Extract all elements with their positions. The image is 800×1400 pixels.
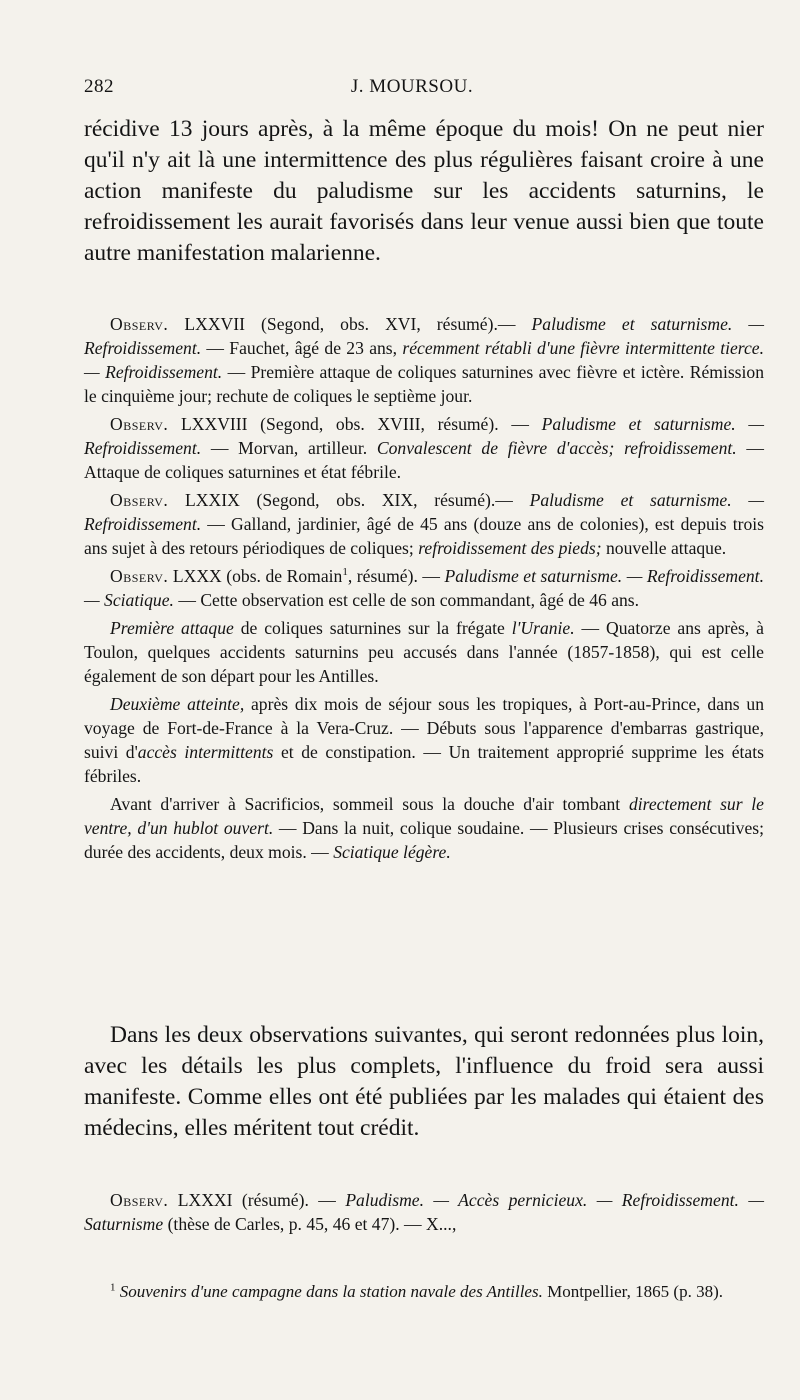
obs-text: de coliques saturnines sur la frégate (233, 618, 512, 638)
middle-text: Dans les deux observations suivantes, qui seront redonnées plus loin, avec les détails les plus complets, l'influence du froid sera aussi manifeste. Comme elles ont été publiées par les malades qui étaient des médecins, elles méritent tout crédit. (84, 1022, 764, 1141)
observation-80-p4 (84, 792, 764, 864)
obs-title: Paludisme et saturnisme. — Refroidissement. (84, 414, 764, 458)
observation-80-p3 (84, 692, 764, 788)
observation-79 (84, 488, 764, 560)
obs-italic: l'Uranie. (511, 618, 575, 638)
obs-text: — Attaque de coliques saturnines et état fébrile. (84, 438, 765, 482)
intro-text: récidive 13 jours après, à la même époque du mois! On ne peut nier qu'il n'y ait là une intermittence des plus régulières faisant croire à une action manifeste du paludisme sur les accidents saturnins, le refroidissement les aurait favorisés dans leur venue aussi bien que toute autre manifestation malarienne. (84, 116, 764, 266)
intro-paragraph (84, 114, 764, 269)
obs-italic: Deuxième atteinte, (110, 694, 245, 714)
obs-text: après dix mois de séjour sous les tropiques, à Port-au-Prince, dans un voyage de Fort-de-France à la Vera-Cruz. — Débuts sous l'apparence d'embarras gastrique, suivi d' (84, 694, 764, 762)
page-header (84, 76, 740, 104)
observation-80 (84, 564, 764, 612)
obs-label: Observ. (110, 566, 169, 586)
middle-paragraph (84, 1020, 764, 1144)
obs-text: LXXVII (Segond, obs. XVI, résumé).— (168, 314, 532, 334)
observation-78 (84, 412, 764, 484)
obs-text: LXXXI (résumé). — (168, 1190, 346, 1210)
footnote (84, 1280, 764, 1304)
obs-text: — Fauchet, âgé de 23 ans, (201, 338, 403, 358)
obs-text: , résumé). — (347, 566, 445, 586)
obs-text: — Première attaque de coliques saturnines avec fièvre et ictère. Rémission le cinquième jour; rechute de coliques le septième jour. (84, 362, 765, 406)
obs-text: nouvelle attaque. (601, 538, 727, 558)
obs-text: Avant d'arriver à Sacrificios, sommeil sous la douche d'air tombant (110, 794, 629, 814)
footnote-mark: 1 (110, 1281, 116, 1294)
obs-italic: accès intermittents (137, 742, 274, 762)
running-title: J. MOURSOU. (350, 76, 474, 97)
obs-text: — Galland, jardinier, âgé de 45 ans (douze ans de colonies), est depuis trois ans sujet à des retours périodiques de coliques; (84, 514, 764, 558)
obs-title: Paludisme. — Accès pernicieux. — Refroidissement. — Saturnisme (84, 1190, 764, 1234)
obs-label: Observ. (110, 1190, 169, 1210)
obs-italic: récemment rétabli d'une fièvre intermittente tierce.— Refroidissement. (84, 338, 764, 382)
observation-80-p2 (84, 616, 764, 688)
obs-italic: directement sur le ventre, d'un hublot ouvert. (84, 794, 764, 838)
obs-text: — Quatorze ans après, à Toulon, quelques accidents saturnins peu accusés dans l'année (1857-1858), qui est celle également de son départ pour les Antilles. (84, 618, 764, 686)
obs-title: Paludisme et saturnisme. — Refroidissement. — Sciatique. (84, 566, 764, 610)
observation-77 (84, 312, 764, 408)
obs-italic: refroidissement des pieds; (418, 538, 602, 558)
obs-text: (thèse de Carles, p. 45, 46 et 47). — X..., (163, 1214, 457, 1234)
footnote-ref: 1 (342, 566, 348, 579)
obs-italic: Convalescent de fièvre d'accès; refroidissement. (376, 438, 737, 458)
obs-text: — Morvan, artilleur. (201, 438, 377, 458)
observation-81 (84, 1188, 764, 1236)
observations-block-1 (84, 312, 764, 864)
obs-italic: Sciatique légère. (333, 842, 451, 862)
footnote-text: Montpellier, 1865 (p. 38). (542, 1282, 723, 1301)
obs-italic: Première attaque (110, 618, 234, 638)
obs-label: Observ. (110, 414, 169, 434)
obs-title: Paludisme et saturnisme. — Refroidissement. (84, 490, 764, 534)
obs-text: LXXIX (Segond, obs. XIX, résumé).— (168, 490, 530, 510)
obs-title: Paludisme et saturnisme. — Refroidissement. (84, 314, 764, 358)
obs-text: — Cette observation est celle de son commandant, âgé de 46 ans. (173, 590, 640, 610)
obs-text: et de constipation. — Un traitement approprié supprime les états fébriles. (84, 742, 764, 786)
footnote-title: Souvenirs d'une campagne dans la station navale des Antilles. (115, 1282, 543, 1301)
obs-text: LXXVIII (Segond, obs. XVIII, résumé). — (168, 414, 542, 434)
obs-text: — Dans la nuit, colique soudaine. — Plusieurs crises consécutives; durée des accidents, deux mois. — (84, 818, 764, 862)
obs-label: Observ. (110, 314, 169, 334)
page-number: 282 (84, 76, 114, 97)
observations-block-2 (84, 1188, 764, 1236)
obs-text: LXXX (obs. de Romain (168, 566, 343, 586)
obs-label: Observ. (110, 490, 169, 510)
